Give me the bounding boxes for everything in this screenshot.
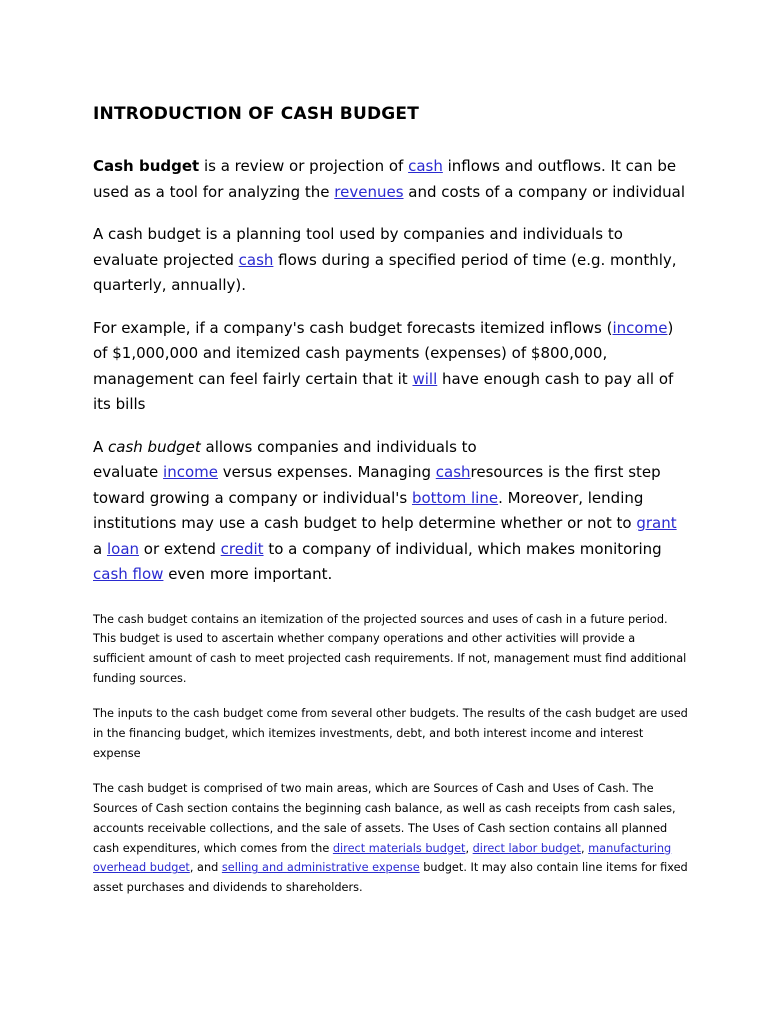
link-cash[interactable]: cash	[238, 250, 274, 269]
link-revenues[interactable]: revenues	[334, 182, 404, 201]
text: ) of $1,000,000 and itemized cash payments (expenses) of $800,000, management can feel fairly certain that it	[93, 318, 674, 388]
term-italic: cash budget	[108, 437, 201, 456]
text: flows during a specified period of time (e.g. monthly, quarterly, annually).	[93, 250, 677, 294]
link-income[interactable]: income	[163, 463, 218, 481]
paragraph-itemization: The cash budget contains an itemization of the projected sources and uses of cash in a future period. This budget is used to ascertain whether company operations and other activities will provide a sufficient amount of cash to meet projected cash requirements. If not, management must find additional funding sources.	[93, 612, 687, 685]
link-credit[interactable]: credit	[220, 539, 264, 558]
text: A	[93, 437, 109, 456]
paragraph-benefits	[93, 435, 688, 588]
text: ,	[465, 841, 473, 855]
link-grant[interactable]: grant	[636, 514, 677, 532]
link-direct-labor-budget[interactable]: direct labor budget	[472, 841, 581, 855]
link-bottom-line[interactable]: bottom line	[411, 488, 499, 507]
link-will[interactable]: will	[412, 369, 438, 388]
text: versus expenses. Managing	[218, 463, 436, 481]
text: and costs of a company or individual	[403, 182, 685, 201]
term-bold: Cash budget	[93, 157, 200, 175]
text: allows companies and individuals to	[200, 437, 477, 456]
text: is a review or projection of	[199, 157, 409, 175]
paragraph-planning-tool	[93, 222, 688, 299]
text: , and	[189, 861, 222, 875]
text: The cash budget is comprised of two main areas, which are Sources of Cash and Uses of Cash. The Sources of Cash section contains the beginning cash balance, as well as cash receipts from cash sales, accounts receivable collections, and the sale of assets. The Uses of Cash section contains all planned cash expenditures, which comes from the	[93, 782, 676, 855]
link-cash[interactable]: cash	[408, 157, 443, 175]
paragraph-inputs: The inputs to the cash budget come from several other budgets. The results of the cash budget are used in the financing budget, which itemizes investments, debt, and both interest income and interest expense	[93, 707, 688, 760]
paragraph-main-areas	[93, 779, 688, 897]
text: For example, if a company's cash budget forecasts itemized inflows (	[93, 318, 613, 337]
text: resources is the first step toward growing a company or individual's	[93, 463, 661, 507]
paragraph-definition	[93, 154, 688, 205]
paragraph-example	[93, 316, 688, 418]
text: a	[93, 539, 107, 558]
link-loan[interactable]: loan	[106, 539, 140, 558]
text: or extend	[139, 539, 221, 558]
link-cash-flow[interactable]: cash flow	[93, 565, 164, 583]
link-cash[interactable]: cash	[435, 463, 471, 481]
text: . Moreover, lending institutions may use a cash budget to help determine whether or not to	[93, 488, 644, 532]
text: inflows and outflows. It can be used as a tool for analyzing the	[93, 157, 677, 201]
text: A cash budget is a planning tool used by companies and individuals to evaluate projected	[93, 225, 623, 269]
text: evaluate	[93, 463, 164, 481]
link-direct-materials-budget[interactable]: direct materials budget	[332, 841, 466, 855]
text: to a company of individual, which makes monitoring	[263, 539, 662, 558]
text: have enough cash to pay all of its bills	[93, 369, 674, 413]
text: ,	[580, 841, 589, 855]
text: even more important.	[163, 565, 333, 583]
link-selling-admin-expense[interactable]: selling and administrative expense	[221, 861, 420, 875]
document-body	[93, 102, 688, 914]
text: budget. It may also contain line items for fixed asset purchases and dividends to shareholders.	[93, 861, 688, 894]
document-title: INTRODUCTION OF CASH BUDGET	[93, 104, 420, 124]
link-manufacturing-overhead-budget[interactable]: manufacturing overhead budget	[93, 841, 672, 875]
link-income[interactable]: income	[612, 318, 668, 337]
